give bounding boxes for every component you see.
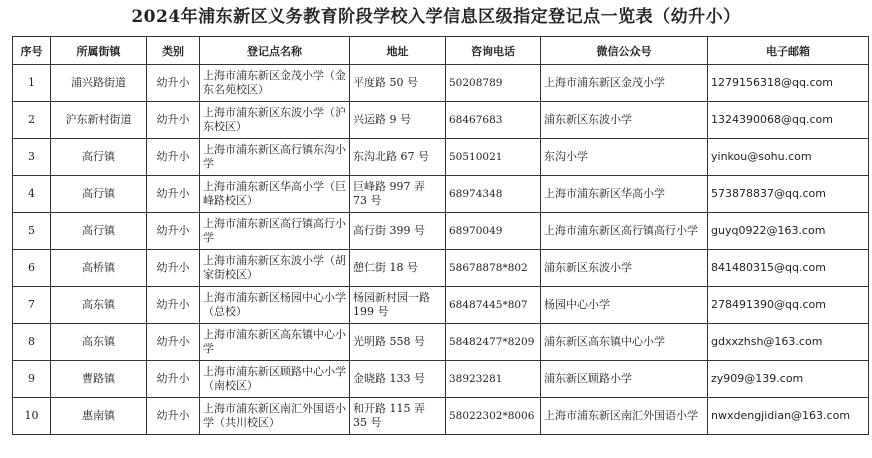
cell-email: nwxdengjidian@163.com (708, 398, 869, 435)
cell-type: 幼升小 (147, 65, 200, 102)
cell-name: 上海市浦东新区华高小学（巨峰路校区） (200, 176, 350, 213)
table-row (13, 65, 869, 102)
header-wechat: 微信公众号 (541, 37, 708, 65)
cell-name: 上海市浦东新区顾路中心小学（南校区） (200, 361, 350, 398)
table-row (13, 176, 869, 213)
cell-name: 上海市浦东新区高行镇高行小学 (200, 213, 350, 250)
cell-wechat: 浦东新区东波小学 (541, 250, 708, 287)
table-row (13, 398, 869, 435)
header-phone: 咨询电话 (446, 37, 541, 65)
cell-phone: 68970049 (446, 213, 541, 250)
cell-phone: 68467683 (446, 102, 541, 139)
page-title: 2024年浦东新区义务教育阶段学校入学信息区级指定登记点一览表（幼升小） (131, 7, 741, 27)
cell-address: 杨园新村园一路 199 号 (350, 287, 446, 324)
cell-email: yinkou@sohu.com (708, 139, 869, 176)
header-type: 类别 (147, 37, 200, 65)
cell-name: 上海市浦东新区东波小学（沪东校区） (200, 102, 350, 139)
cell-idx: 7 (13, 287, 51, 324)
cell-address: 东沟北路 67 号 (350, 139, 446, 176)
cell-district: 沪东新村街道 (51, 102, 147, 139)
cell-type: 幼升小 (147, 398, 200, 435)
cell-district: 高东镇 (51, 324, 147, 361)
cell-idx: 5 (13, 213, 51, 250)
cell-district: 惠南镇 (51, 398, 147, 435)
registration-table (12, 36, 869, 435)
cell-wechat: 浦东新区高东镇中心小学 (541, 324, 708, 361)
cell-email: guyq0922@163.com (708, 213, 869, 250)
cell-phone: 58678878*802 (446, 250, 541, 287)
cell-email: zy909@139.com (708, 361, 869, 398)
cell-name: 上海市浦东新区东波小学（胡家街校区） (200, 250, 350, 287)
cell-wechat: 上海市浦东新区高行镇高行小学 (541, 213, 708, 250)
header-email: 电子邮箱 (708, 37, 869, 65)
cell-name: 上海市浦东新区高东镇中心小学 (200, 324, 350, 361)
cell-idx: 4 (13, 176, 51, 213)
cell-phone: 50510021 (446, 139, 541, 176)
cell-type: 幼升小 (147, 139, 200, 176)
cell-wechat: 上海市浦东新区华高小学 (541, 176, 708, 213)
cell-idx: 6 (13, 250, 51, 287)
cell-district: 高行镇 (51, 139, 147, 176)
cell-district: 高行镇 (51, 213, 147, 250)
cell-district: 高行镇 (51, 176, 147, 213)
table-row (13, 139, 869, 176)
cell-email: 841480315@qq.com (708, 250, 869, 287)
cell-idx: 3 (13, 139, 51, 176)
cell-wechat: 上海市浦东新区金茂小学 (541, 65, 708, 102)
cell-address: 憩仁街 18 号 (350, 250, 446, 287)
cell-email: 278491390@qq.com (708, 287, 869, 324)
cell-email: 1324390068@qq.com (708, 102, 869, 139)
cell-address: 兴运路 9 号 (350, 102, 446, 139)
cell-address: 和开路 115 弄 35 号 (350, 398, 446, 435)
cell-email: gdxxzhsh@163.com (708, 324, 869, 361)
cell-wechat: 杨园中心小学 (541, 287, 708, 324)
cell-type: 幼升小 (147, 102, 200, 139)
cell-type: 幼升小 (147, 287, 200, 324)
cell-phone: 38923281 (446, 361, 541, 398)
cell-district: 曹路镇 (51, 361, 147, 398)
cell-type: 幼升小 (147, 250, 200, 287)
table-row (13, 324, 869, 361)
cell-idx: 2 (13, 102, 51, 139)
cell-name: 上海市浦东新区高行镇东沟小学 (200, 139, 350, 176)
table-row (13, 213, 869, 250)
cell-email: 573878837@qq.com (708, 176, 869, 213)
cell-wechat: 上海市浦东新区南汇外国语小学 (541, 398, 708, 435)
table-row (13, 102, 869, 139)
header-address: 地址 (350, 37, 446, 65)
cell-district: 浦兴路街道 (51, 65, 147, 102)
header-idx: 序号 (13, 37, 51, 65)
cell-address: 平度路 50 号 (350, 65, 446, 102)
cell-type: 幼升小 (147, 213, 200, 250)
cell-name: 上海市浦东新区杨园中心小学（总校） (200, 287, 350, 324)
cell-type: 幼升小 (147, 176, 200, 213)
table-row (13, 287, 869, 324)
cell-district: 高东镇 (51, 287, 147, 324)
cell-name: 上海市浦东新区南汇外国语小学（共川校区） (200, 398, 350, 435)
table-row (13, 361, 869, 398)
cell-address: 光明路 558 号 (350, 324, 446, 361)
cell-idx: 1 (13, 65, 51, 102)
cell-wechat: 浦东新区东波小学 (541, 102, 708, 139)
cell-phone: 58022302*8006 (446, 398, 541, 435)
cell-phone: 50208789 (446, 65, 541, 102)
cell-idx: 8 (13, 324, 51, 361)
cell-address: 金晓路 133 号 (350, 361, 446, 398)
cell-name: 上海市浦东新区金茂小学（金东名苑校区） (200, 65, 350, 102)
cell-type: 幼升小 (147, 324, 200, 361)
cell-district: 高桥镇 (51, 250, 147, 287)
cell-idx: 9 (13, 361, 51, 398)
table-row (13, 250, 869, 287)
cell-type: 幼升小 (147, 361, 200, 398)
cell-idx: 10 (13, 398, 51, 435)
cell-phone: 68487445*807 (446, 287, 541, 324)
cell-address: 巨峰路 997 弄 73 号 (350, 176, 446, 213)
header-name: 登记点名称 (200, 37, 350, 65)
cell-email: 1279156318@qq.com (708, 65, 869, 102)
cell-phone: 58482477*8209 (446, 324, 541, 361)
table-header-row (13, 37, 869, 65)
cell-phone: 68974348 (446, 176, 541, 213)
cell-address: 高行街 399 号 (350, 213, 446, 250)
cell-wechat: 东沟小学 (541, 139, 708, 176)
cell-wechat: 浦东新区顾路小学 (541, 361, 708, 398)
header-district: 所属街镇 (51, 37, 147, 65)
